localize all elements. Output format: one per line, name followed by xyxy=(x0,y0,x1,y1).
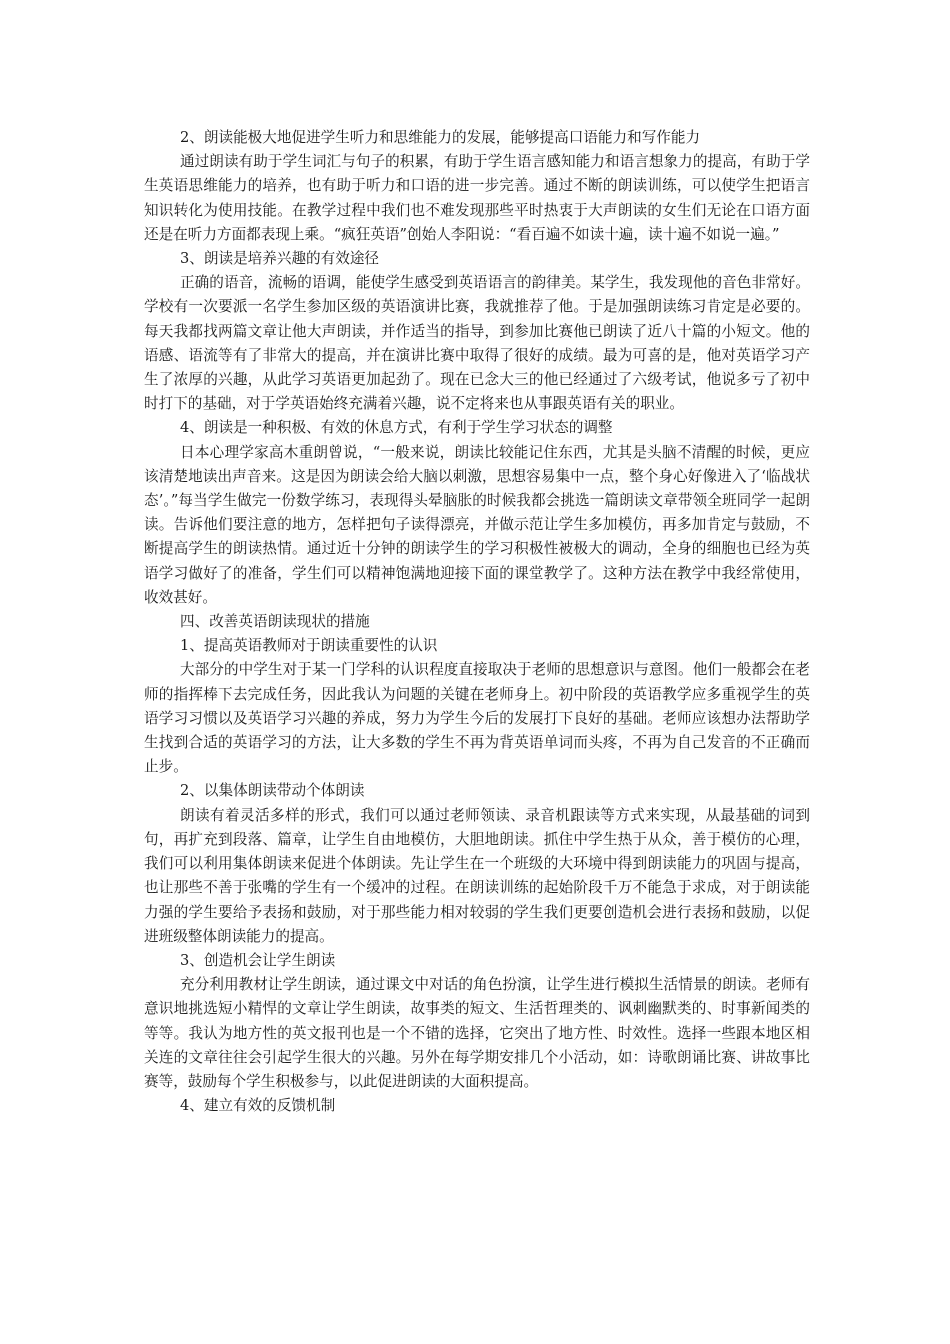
section-heading: 3、创造机会让学生朗读 xyxy=(180,951,336,969)
body-paragraph: 日本心理学家高木重朗曾说，“一般来说，朗读比较能记住东西，尤其是头脑不清醒的时候，更应该清楚地读出声音来。这是因为朗读会给大脑以刺激，思想容易集中一点，整个身心好像进入了‘临战状态’。”每当学生做完一份数学练习，表现得头晕脑胀的时候我都会挑选一篇朗读文章带领全班同学一起朗读。告诉他们要注意的地方，怎样把句子读得漂亮，并做示范让学生多加模仿，再多加肯定与鼓励，不断提高学生的朗读热情。通过近十分钟的朗读学生的学习积极性被极大的调动，全身的细胞也已经为英语学习做好了的准备，学生们可以精神饱满地迎接下面的课堂教学了。这种方法在教学中我经常使用，收效甚好。 xyxy=(144,443,810,606)
body-paragraph: 正确的语音，流畅的语调，能使学生感受到英语语言的韵律美。某学生，我发现他的音色非常好。学校有一次要派一名学生参加区级的英语演讲比赛，我就推荐了他。于是加强朗读练习肯定是必要的。每天我都找两篇文章让他大声朗读，并作适当的指导，到参加比赛他已朗读了近八十篇的小短文。他的语感、语流等有了非常大的提高，并在演讲比赛中取得了很好的成绩。最为可喜的是，他对英语学习产生了浓厚的兴趣，从此学习英语更加起劲了。现在已念大三的他已经通过了六级考试，他说多亏了初中时打下的基础，对于学英语始终充满着兴趣，说不定将来也从事跟英语有关的职业。 xyxy=(144,274,810,413)
section-heading: 4、建立有效的反馈机制 xyxy=(180,1097,336,1115)
body-paragraph: 通过朗读有助于学生词汇与句子的积累，有助于学生语言感知能力和语言想象力的提高，有助于学生英语思维能力的培养，也有助于听力和口语的进一步完善。通过不断的朗读训练，可以使学生把语言知识转化为使用技能。在教学过程中我们也不难发现那些平时热衷于大声朗读的女生们无论在口语方面还是在听力方面都表现上乘。“疯狂英语”创始人李阳说：“看百遍不如读十遍，读十遍不如说一遍。” xyxy=(144,153,810,243)
chapter-heading: 四、改善英语朗读现状的措施 xyxy=(180,613,370,631)
document-page xyxy=(144,126,810,1118)
section-heading: 1、提高英语教师对于朗读重要性的认识 xyxy=(180,637,438,655)
section-heading: 3、朗读是培养兴趣的有效途径 xyxy=(180,250,380,268)
section-heading: 2、以集体朗读带动个体朗读 xyxy=(180,782,365,800)
section-heading: 4、朗读是一种积极、有效的休息方式，有利于学生学习状态的调整 xyxy=(180,419,613,437)
body-paragraph: 充分利用教材让学生朗读，通过课文中对话的角色扮演，让学生进行模拟生活情景的朗读。老师有意识地挑选短小精悍的文章让学生朗读，故事类的短文、生活哲理类的、讽刺幽默类的、时事新闻类的等等。我认为地方性的英文报刊也是一个不错的选择，它突出了地方性、时效性。选择一些跟本地区相关连的文章往往会引起学生很大的兴趣。另外在每学期安排几个小活动，如：诗歌朗诵比赛、讲故事比赛等，鼓励每个学生积极参与，以此促进朗读的大面积提高。 xyxy=(144,976,810,1090)
section-heading: 2、朗读能极大地促进学生听力和思维能力的发展，能够提高口语能力和写作能力 xyxy=(180,129,701,146)
body-paragraph: 朗读有着灵活多样的形式，我们可以通过老师领读、录音机跟读等方式来实现，从最基础的词到句，再扩充到段落、篇章，让学生自由地模仿，大胆地朗读。抓住中学生热于从众，善于模仿的心理，我们可以利用集体朗读来促进个体朗读。先让学生在一个班级的大环境中得到朗读能力的巩固与提高，也让那些不善于张嘴的学生有一个缓冲的过程。在朗读训练的起始阶段千万不能急于求成，对于朗读能力强的学生要给予表扬和鼓励，对于那些能力相对较弱的学生我们更要创造机会进行表扬和鼓励，以促进班级整体朗读能力的提高。 xyxy=(144,806,810,945)
body-paragraph: 大部分的中学生对于某一门学科的认识程度直接取决于老师的思想意识与意图。他们一般都会在老师的指挥棒下去完成任务，因此我认为问题的关键在老师身上。初中阶段的英语教学应多重视学生的英语学习习惯以及英语学习兴趣的养成，努力为学生今后的发展打下良好的基础。老师应该想办法帮助学生找到合适的英语学习的方法，让大多数的学生不再为背英语单词而头疼，不再为自己发音的不正确而止步。 xyxy=(144,661,810,776)
